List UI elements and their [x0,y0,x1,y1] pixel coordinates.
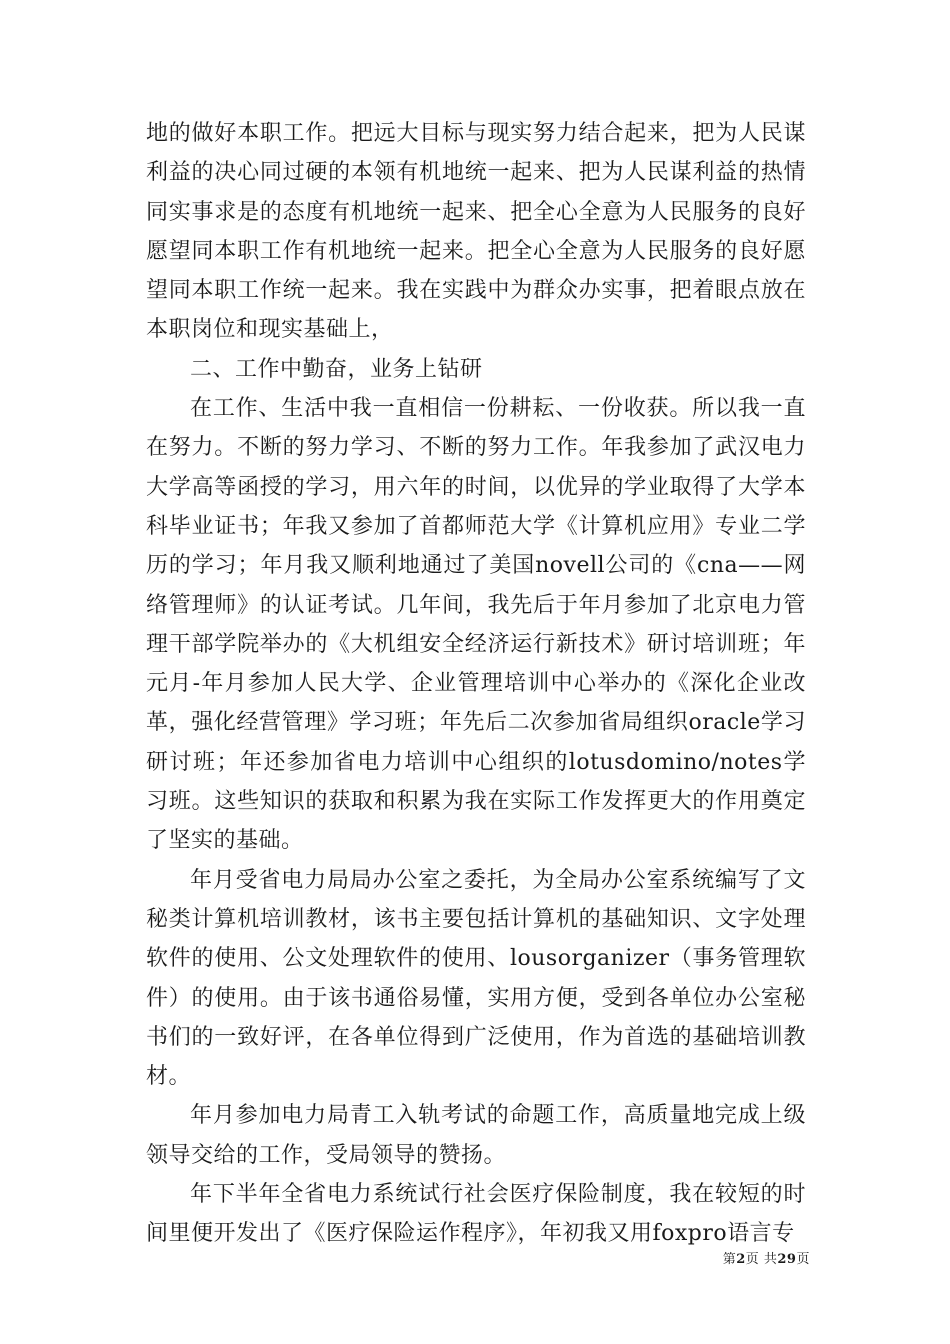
page-number: 2 [736,1252,746,1267]
document-body [146,114,806,1254]
paragraph-study: 在工作、生活中我一直相信一份耕耘、一份收获。所以我一直在努力。不断的努力学习、不断的努力工作。年我参加了武汉电力大学高等函授的学习，用六年的时间，以优异的学业取得了大学本科毕业证书；年我又参加了首都师范大学《计算机应用》专业二学历的学习；年月我又顺利地通过了美国novell公司的《cna——网络管理师》的认证考试。几年间，我先后于年月参加了北京电力管理干部学院举办的《大机组安全经济运行新技术》研讨培训班；年元月-年月参加人民大学、企业管理培训中心举办的《深化企业改革，强化经营管理》学习班；年先后二次参加省局组织oracle学习研讨班；年还参加省电力培训中心组织的lotusdomino/notes学习班。这些知识的获取和积累为我在实际工作发挥更大的作用奠定了坚实的基础。 [146,396,806,854]
page-footer [690,1248,810,1267]
total-pages: 29 [777,1252,797,1267]
paragraph-textbook: 年月受省电力局局办公室之委托，为全局办公室系统编写了文秘类计算机培训教材，该书主要包括计算机的基础知识、文字处理软件的使用、公文处理软件的使用、lousorganizer（事务管理软件）的使用。由于该书通俗易懂，实用方便，受到各单位办公室秘书们的一致好评，在各单位得到广泛使用，作为首选的基础培训教材。 [146,867,806,1090]
section-heading: 二、工作中勤奋，业务上钻研 [190,356,483,382]
paragraph-exam: 年月参加电力局青工入轨考试的命题工作，高质量地完成上级领导交给的工作，受局领导的赞扬。 [146,1103,806,1168]
footer-middle: 页 共 [745,1252,778,1267]
paragraph-insurance: 年下半年全省电力系统试行社会医疗保险制度，我在较短的时间里便开发出了《医疗保险运作程序》，年初我又用foxpro语言专 [146,1182,806,1247]
paragraph-continuation: 地的做好本职工作。把远大目标与现实努力结合起来，把为人民谋利益的决心同过硬的本领有机地统一起来、把为人民谋利益的热情同实事求是的态度有机地统一起来、把全心全意为人民服务的良好愿望同本职工作有机地统一起来。把全心全意为人民服务的良好愿望同本职工作统一起来。我在实践中为群众办实事，把着眼点放在本职岗位和现实基础上， [146,121,806,343]
footer-prefix: 第 [722,1252,737,1267]
footer-suffix: 页 [796,1252,810,1267]
